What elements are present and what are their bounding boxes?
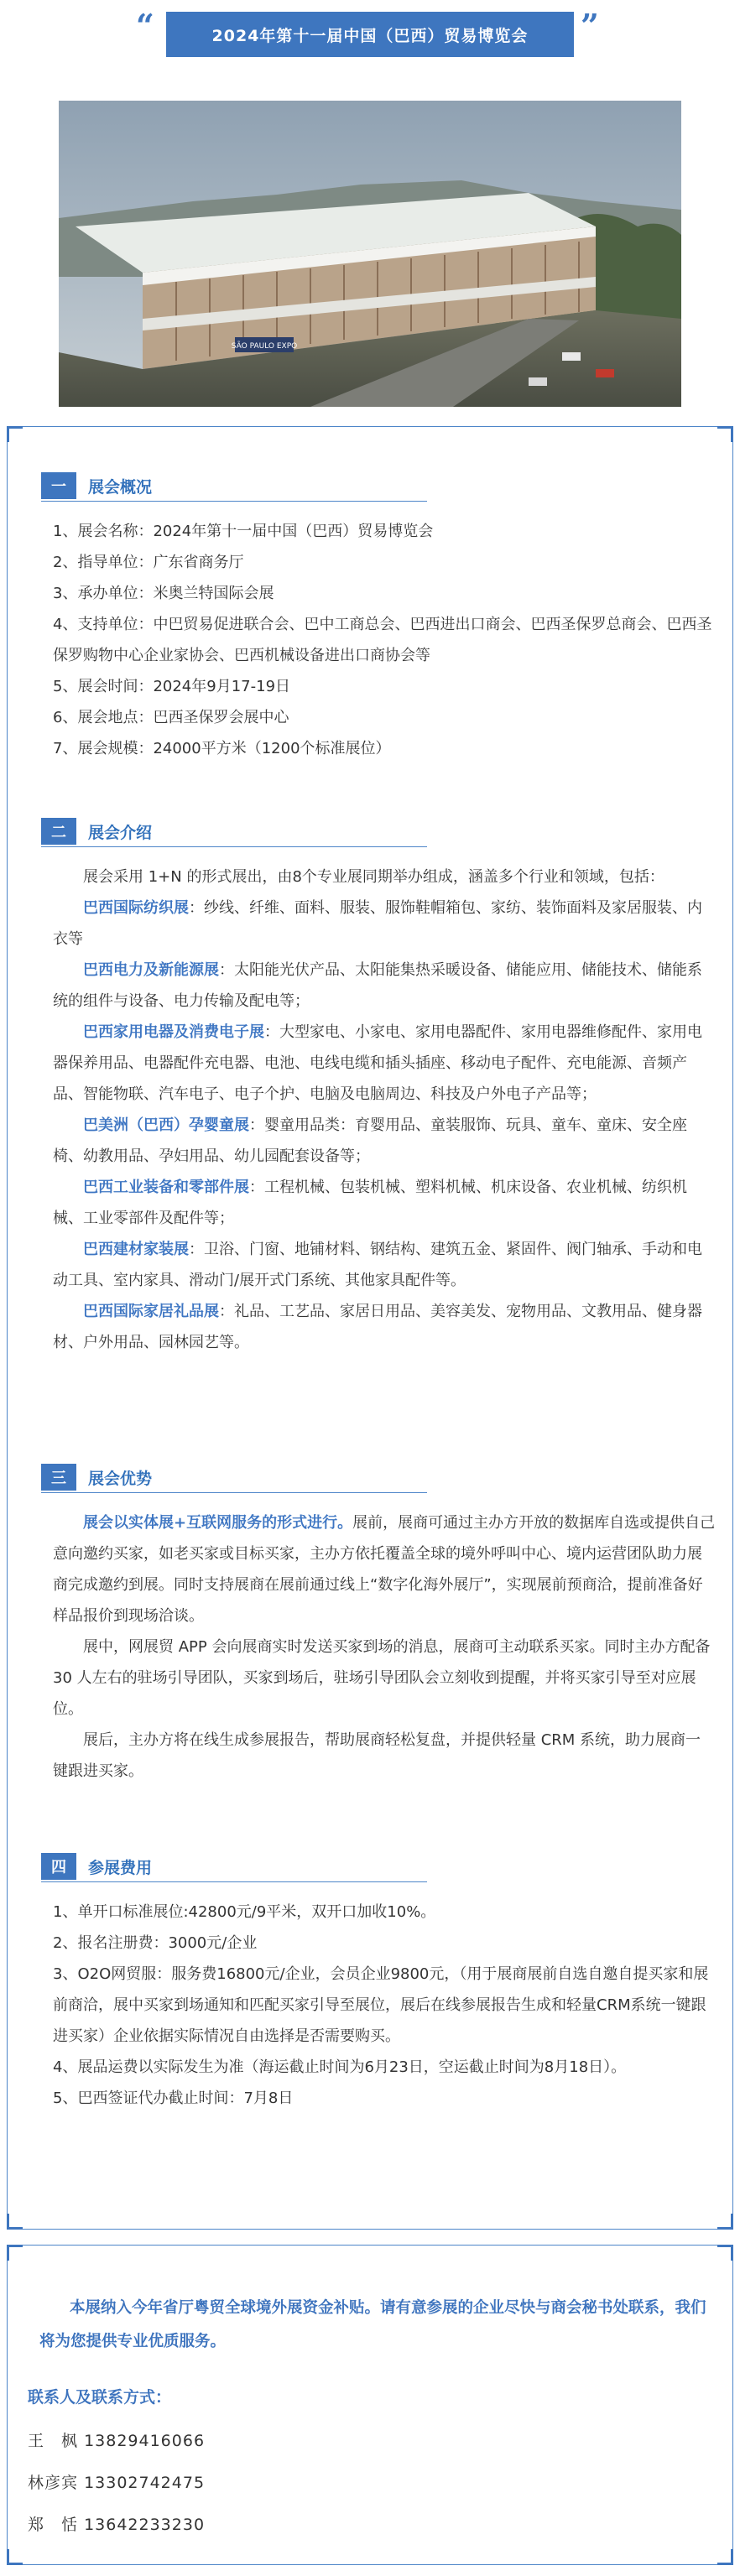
advantages-body (53, 1507, 716, 1787)
exhibition-name: 巴美洲（巴西）孕婴童展 (83, 1116, 249, 1134)
title-area (0, 0, 740, 60)
section-header-overview (41, 472, 152, 499)
section-title: 参展费用 (88, 1858, 153, 1877)
section-title: 展会介绍 (88, 823, 153, 842)
list-item: 2、报名注册费：3000元/企业 (53, 1934, 258, 1952)
exhibition-desc: ：礼品、工艺品、家居日用品、美容美发、宠物用品、文教用品、健身器材、户外用品、园林园艺等。 (53, 1303, 702, 1351)
panel-corner-decoration (7, 2549, 23, 2565)
exhibition-desc: ：大型家电、小家电、家用电器配件、家用电器维修配件、家用电器保养用品、电器配件充电器、电池、电线电缆和插头插座、移动电子配件、充电能源、音频产品、智能物联、汽车电子、电子个护、电脑及电脑周边、科技及户外电子产品等； (53, 1023, 702, 1103)
exhibition-desc: ：太阳能光伏产品、太阳能集热采暖设备、储能应用、储能技术、储能系统的组件与设备、电力传输及配电等； (53, 961, 702, 1010)
panel-corner-decoration (717, 2245, 733, 2261)
content-panel (7, 426, 733, 2230)
list-item: 5、巴西签证代办截止时间：7月8日 (53, 2089, 294, 2107)
exhibition-name: 巴西国际纺织展 (83, 899, 189, 917)
subsidy-notice: 本展纳入今年省厅粤贸全球境外展资金补贴。请有意参展的企业尽快与商会秘书处联系，我们将为您提供专业优质服务。 (39, 2299, 706, 2350)
exhibition-desc: ：婴童用品类：育婴用品、童装服饰、玩具、童车、童床、安全座椅、幼教用品、孕妇用品、幼儿园配套设备等； (53, 1116, 687, 1165)
exhibition-name: 巴西家用电器及消费电子展 (83, 1023, 264, 1041)
list-item: 1、展会名称：2024年第十一届中国（巴西）贸易博览会 (53, 523, 434, 540)
panel-corner-decoration (7, 2214, 23, 2230)
contact-name: 林彦宾 (28, 2474, 79, 2492)
list-item: 4、支持单位：中巴贸易促进联合会、巴中工商总会、巴西进出口商会、巴西圣保罗总商会、巴西圣保罗购物中心企业家协会、巴西机械设备进出口商协会等 (53, 616, 712, 664)
page-title: 2024年第十一届中国（巴西）贸易博览会 (166, 12, 574, 57)
list-item: 4、展品运费以实际发生为准（海运截止时间为6月23日，空运截止时间为8月18日）。 (53, 2058, 627, 2076)
exhibition-desc: ：纱线、纤维、面料、服装、服饰鞋帽箱包、家纺、装饰面料及家居服装、内衣等 (53, 899, 702, 948)
exhibition-item (53, 1110, 716, 1172)
exhibition-item (53, 955, 716, 1017)
overview-list (53, 516, 716, 764)
advantage-highlight: 展会以实体展+互联网服务的形式进行。 (83, 1514, 353, 1532)
section-divider (41, 501, 427, 502)
exhibition-item (53, 1172, 716, 1234)
fees-list (53, 1897, 716, 2114)
contact-person (28, 2512, 205, 2535)
list-item: 5、展会时间：2024年9月17-19日 (53, 678, 291, 695)
expo-sign-text: SÃO PAULO EXPO (231, 342, 298, 351)
contact-phone[interactable]: 13302742475 (84, 2474, 206, 2492)
section-number: 四 (41, 1853, 76, 1880)
section-header-fees (41, 1853, 152, 1880)
advantage-text: 展前，展商可通过主办方开放的数据库自选或提供自己意向邀约买家，如老买家或目标买家，主办方依托覆盖全球的境外呼叫中心、境内运营团队助力展商完成邀约到展。同时支持展商在展前通过线上“数字化海外展厅”，实现展前预商洽，提前准备好样品报价到现场洽谈。 (53, 1514, 716, 1625)
exhibition-item (53, 1017, 716, 1110)
list-item: 6、展会地点：巴西圣保罗会展中心 (53, 709, 289, 726)
advantage-paragraph: 展后，主办方将在线生成参展报告，帮助展商轻松复盘，并提供轻量 CRM 系统，助力展商一键跟进买家。 (53, 1731, 701, 1780)
list-item: 2、指导单位：广东省商务厅 (53, 554, 244, 571)
panel-corner-decoration (7, 426, 23, 442)
list-item: 3、承办单位：米奥兰特国际会展 (53, 585, 274, 602)
introduction-body (53, 861, 716, 1358)
panel-corner-decoration (717, 2549, 733, 2565)
section-number: 一 (41, 472, 76, 499)
panel-corner-decoration (7, 2245, 23, 2261)
section-number: 二 (41, 818, 76, 845)
panel-corner-decoration (717, 426, 733, 442)
contact-phone[interactable]: 13829416066 (84, 2432, 206, 2450)
list-item: 7、展会规模：24000平方米（1200个标准展位） (53, 740, 391, 757)
contact-person (28, 2470, 205, 2493)
exhibition-desc: ：卫浴、门窗、地铺材料、钢结构、建筑五金、紧固件、阀门轴承、手动和电动工具、室内家具、滑动门/展开式门系统、其他家具配件等。 (53, 1241, 702, 1289)
advantage-paragraph: 展中，网展贸 APP 会向展商实时发送买家到场的消息，展商可主动联系买家。同时主办方配备 30 人左右的驻场引导团队，买家到场后，驻场引导团队会立刻收到提醒，并将买家引导至对应展位。 (53, 1638, 711, 1718)
list-item: 1、单开口标准展位:42800元/9平米，双开口加收10%。 (53, 1903, 436, 1921)
exhibition-item (53, 1234, 716, 1296)
section-divider (41, 1881, 427, 1882)
section-number: 三 (41, 1464, 76, 1491)
contact-person (28, 2428, 205, 2451)
contact-box (7, 2245, 733, 2565)
exhibition-item (53, 1296, 716, 1358)
section-divider (41, 846, 427, 847)
exhibition-desc: ：工程机械、包装机械、塑料机械、机床设备、农业机械、纺织机械、工业零部件及配件等； (53, 1179, 687, 1227)
intro-paragraph: 展会采用 1+N 的形式展出，由8个专业展同期举办组成，涵盖多个行业和领域，包括： (83, 868, 664, 886)
open-quote-mark: “ (136, 7, 154, 44)
expo-building-photo (59, 101, 681, 407)
contact-phone[interactable]: 13642233230 (84, 2516, 206, 2534)
section-divider (41, 1492, 427, 1493)
advantage-paragraph (53, 1507, 716, 1631)
exhibition-item (53, 892, 716, 955)
contact-name: 王 枫 (28, 2432, 79, 2450)
exhibition-name: 巴西建材家装展 (83, 1241, 189, 1258)
contact-name: 郑 恬 (28, 2516, 79, 2534)
exhibition-name: 巴西电力及新能源展 (83, 961, 219, 979)
contact-heading: 联系人及联系方式： (28, 2388, 172, 2407)
section-title: 展会优势 (88, 1469, 153, 1488)
panel-corner-decoration (717, 2214, 733, 2230)
section-header-advantages (41, 1464, 152, 1491)
exhibition-name: 巴西工业装备和零部件展 (83, 1179, 249, 1196)
section-header-introduction (41, 818, 152, 845)
close-quote-mark: ” (581, 7, 599, 44)
section-title: 展会概况 (88, 477, 153, 497)
exhibition-name: 巴西国际家居礼品展 (83, 1303, 219, 1320)
list-item: 3、O2O网贸服：服务费16800元/企业，会员企业9800元，（用于展商展前自选自邀自提买家和展前商洽，展中买家到场通知和匹配买家引导至展位，展后在线参展报告生成和轻量CRM系统一键跟进买家）企业依据实际情况自由选择是否需要购买。 (53, 1965, 709, 2045)
